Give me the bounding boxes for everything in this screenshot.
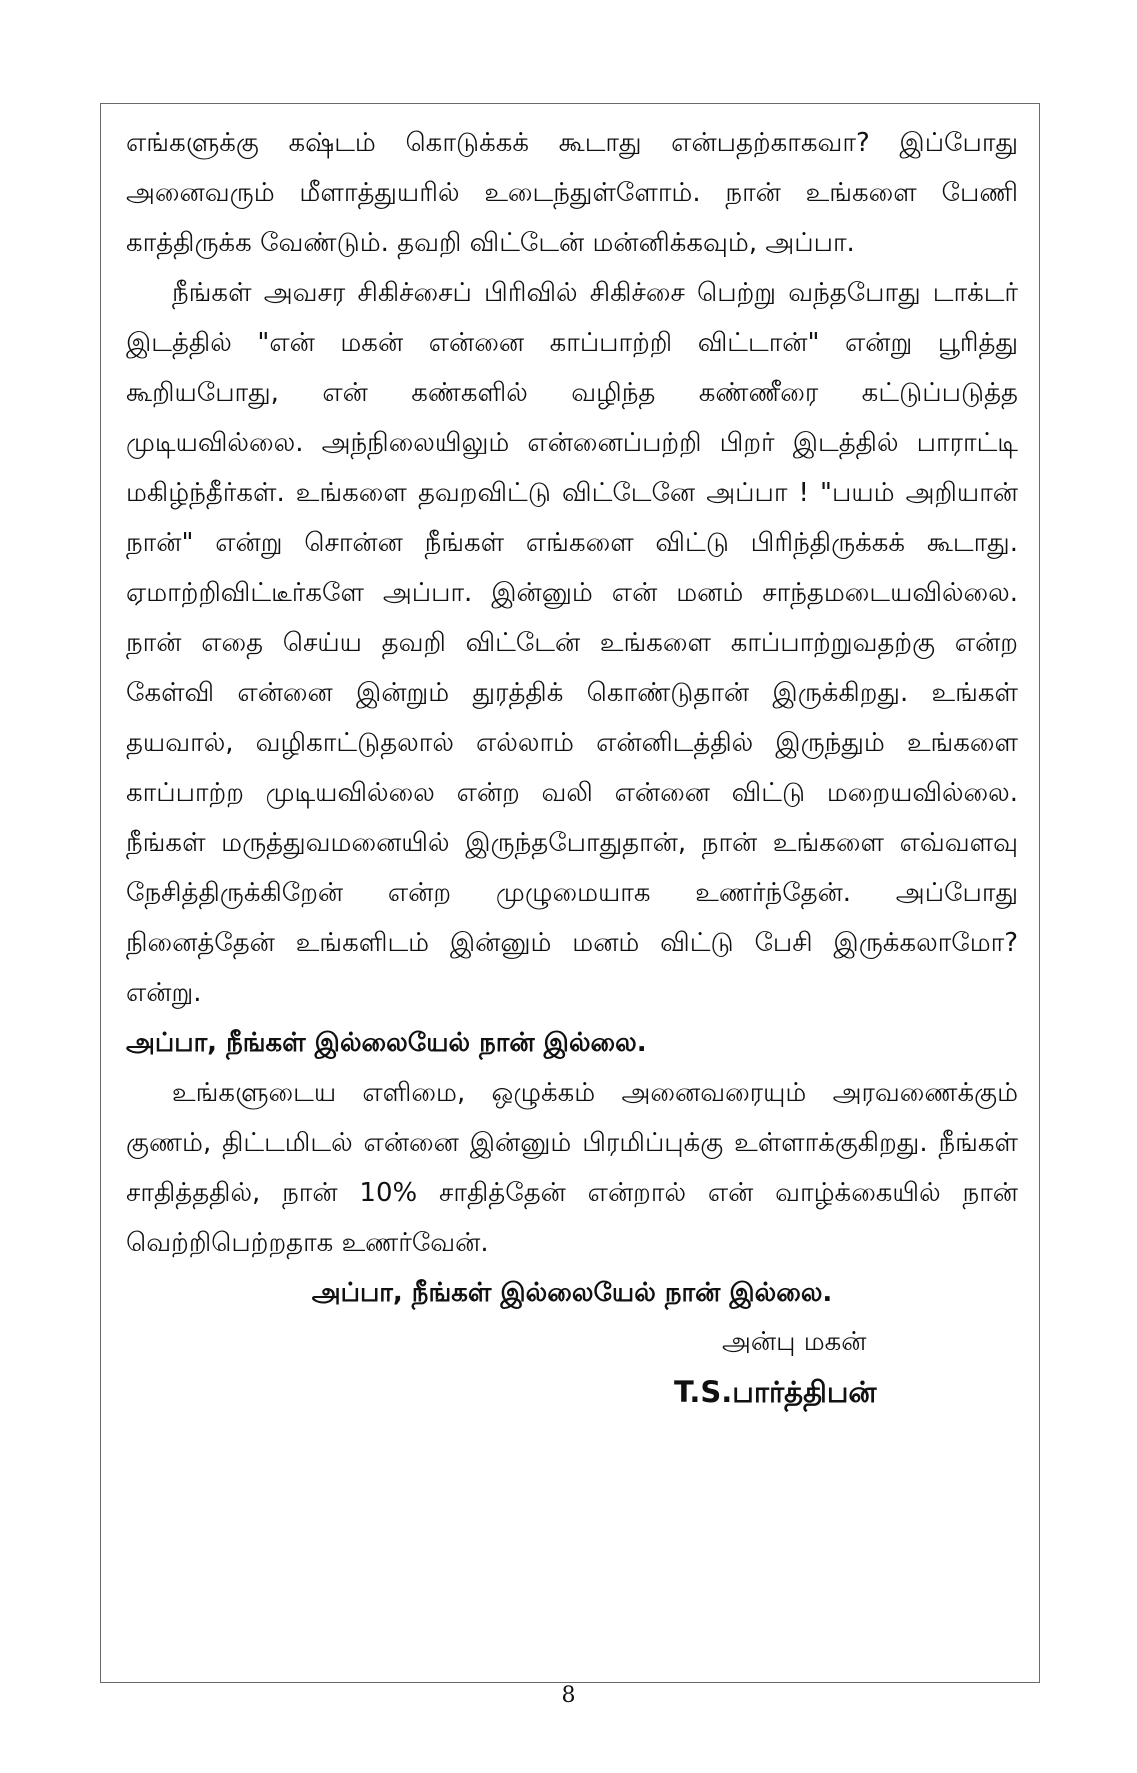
signature-name: T.S.பார்த்திபன் xyxy=(674,1375,877,1409)
paragraph-3: உங்களுடைய எளிமை, ஒழுக்கம் அனைவரையும் அரவணைக்கும் குணம், திட்டமிடல் என்னை இன்னும் பிரமிப்புக்கு உள்ளாக்குகிறது. நீங்கள் சாதித்ததில், நான் 10% சாதித்தேன் என்றால் என் வாழ்க்கையில் நான் வெற்றிபெற்றதாக உணர்வேன். xyxy=(126,1078,1018,1258)
signature-salutation: அன்பு மகன் xyxy=(722,1327,867,1357)
page-number: 8 xyxy=(561,1683,576,1708)
paragraph-2: நீங்கள் அவசர சிகிச்சைப் பிரிவில் சிகிச்சை பெற்று வந்தபோது டாக்டர் இடத்தில் "என் மகன் என்னை காப்பாற்றி விட்டான்" என்று பூரித்து கூறியபோது, என் கண்களில் வழிந்த கண்ணீரை கட்டுப்படுத்த முடியவில்லை. அந்நிலையிலும் என்னைப்பற்றி பிறர் இடத்தில் பாராட்டி மகிழ்ந்தீர்கள். உங்களை தவறவிட்டு விட்டேனே அப்பா ! "பயம் அறியான் நான்" என்று சொன்ன நீங்கள் எங்களை விட்டு பிரிந்திருக்கக் கூடாது. ஏமாற்றிவிட்டீர்களே அப்பா. இன்னும் என் மனம் சாந்தமடையவில்லை. நான் எதை செய்ய தவறி விட்டேன் உங்களை காப்பாற்றுவதற்கு என்ற கேள்வி என்னை இன்றும் துரத்திக் கொண்டுதான் இருக்கிறது. உங்கள் தயவால், வழிகாட்டுதலால் எல்லாம் என்னிடத்தில் இருந்தும் உங்களை காப்பாற்ற முடியவில்லை என்ற வலி என்னை விட்டு மறையவில்லை. நீங்கள் மருத்துவமனையில் இருந்தபோதுதான், நான் உங்களை எவ்வளவு நேசித்திருக்கிறேன் என்ற முழுமையாக உணர்ந்தேன். அப்போது நினைத்தேன் உங்களிடம் இன்னும் மனம் விட்டு பேசி இருக்கலாமோ? என்று. xyxy=(126,278,1018,1008)
closing-line: அப்பா, நீங்கள் இல்லையேல் நான் இல்லை. xyxy=(311,1278,833,1308)
letter-body xyxy=(126,118,1018,1418)
bold-heading-line: அப்பா, நீங்கள் இல்லையேல் நான் இல்லை. xyxy=(126,1028,647,1058)
paragraph-1: எங்களுக்கு கஷ்டம் கொடுக்கக் கூடாது என்பதற்காகவா? இப்போது அனைவரும் மீளாத்துயரில் உடைந்துள்ளோம். நான் உங்களை பேணி காத்திருக்க வேண்டும். தவறி விட்டேன் மன்னிக்கவும், அப்பா. xyxy=(126,128,1018,258)
